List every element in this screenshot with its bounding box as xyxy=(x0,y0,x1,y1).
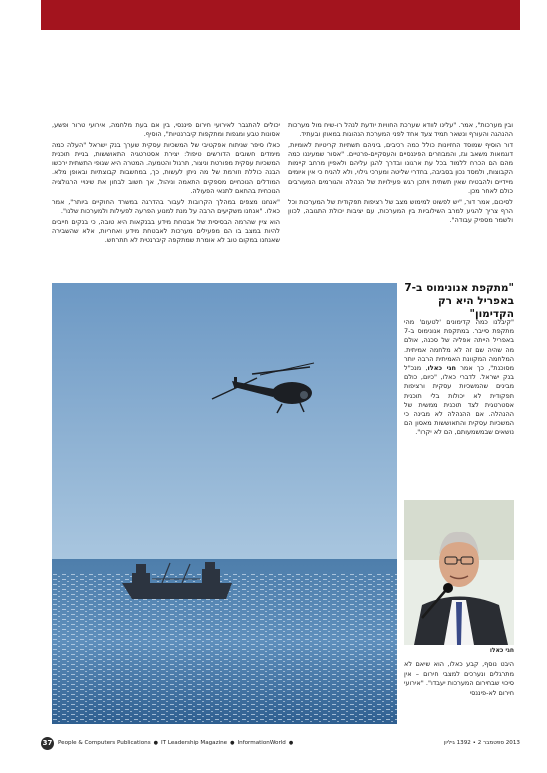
paragraph: "אנחנו מצפים במהלך הקרובות לעבור בהדרגה במשרד החוקיים ביותר", אמר כאלו. "אנחנו משקיעים הרבה על מנת למנוע הפרעה לפעילות ולמערכות שלנו". xyxy=(52,197,280,215)
paragraph: ובין מערכות", אמר. "עלינו לוודא שערכת החוויות יודעת לנהל רו-שיח מול מערכות ההנהגה והעורף ונשאר תמיד צעד אחד לפני המערכת הנהוגות במאוזן ובעתיד. xyxy=(288,121,513,139)
publisher-name: People & Computers Publications xyxy=(58,740,151,746)
bullet-separator-icon: ● xyxy=(288,740,294,746)
paragraph: לסיכום, אמר דור, "יש לפשוט למימוש מצב של רציפות תפקודית של המערכות וכל הרף צריך להגיע למרב השילוביות בין המערכות, עם יציבות יכולת התגובה, לכוון ולשמר מספיק עבודה". xyxy=(288,197,513,224)
magazine-name: InformationWorld xyxy=(237,740,286,746)
speaker-name: חגי כאלו xyxy=(427,364,456,373)
top-color-band xyxy=(41,0,520,30)
paragraph: דור הוסיף שמוסד החזיונות כולל כמה רכיבים, ביניהם תשתיות קריטיות לאומיות, דוגמאות משאב וגז, והמבוזרים הפיננסיים והעסקיים-פרטיים. "אסור שמעיננו כמה מהם הם הכרח ללמוד בכל עת ארגונו ובדרך להגן עליהם ולאפיין מרחב קיימות הקבוצות, ולמסד נכון בסביבה, בחדרי שליטה ומערכי גילוי, ולא להניח כי אין איומים מיידיים ולהבטיח שאין תשתית ויתכן רגש פעילויות של הנהלה והגורמים המעורבים כולם לאחר מכן. xyxy=(288,141,513,195)
article-column-left xyxy=(52,121,280,247)
footer-issue-date: 2013 ספטמבר 2 • 1392 גיליון xyxy=(443,740,520,746)
paragraph: יכולים להתגבר לאירועי חירום פיננסי, בין אם בעת מלחמה, אירועי טרור ופשע, אסונות טבע ומגפות ומתקפות קיברנטיות", הוסיף. xyxy=(52,121,280,139)
page-number: 37 xyxy=(41,737,54,750)
page-footer xyxy=(41,737,520,751)
helicopter-ship-photo xyxy=(52,283,397,724)
photo-caption: חגי כאלו xyxy=(489,647,514,654)
magazine-name: IT Leadership Magazine xyxy=(161,740,228,746)
paragraph: הוא ציין שהרמה הבסיסית של אבטחת מידע בבנקאות היא טובה, כי בנקים חייבים להיות במצב בו הם מפעילים מערכות לאבטחת מידע ואחריות, אלא שהשבירה שאנחנו במקום טוב לא אומרת שמתקפה קיברנטית לא תתרחש. xyxy=(52,217,280,245)
sidebar-text: , מנכ"ל בנק ישראל. לדברי כאלו, "כיום, כולם מבינים שהמשכיות עסקית ורציפות תפקודית לא יכולות בלי תוכנית אסטרטגית לצד תוכנית ממשית של ההנהלה. אם ההנהלה לא מבינה כי המשכיות עסקית והתאוששות מאסון הם נושאים שבמשמעותם, הם לא יקרו". xyxy=(404,364,514,437)
article-column-right xyxy=(288,121,513,227)
paragraph: כאלו סיפר שניתוח אפקטיבי של המשכיות עסקית שערך בנק ישראל "העלה כמה מימדים חשובים הדורשים טיפול: יצירת אסטרטגיה התאוששות, בניית תוכנית המשכיות עסקית מפורטת וניצור, תרגול והטמעה. המטרה היא שגופי התשתית ירכשו הבנה כוללת וזורמת של מה ניתן לעשות, כך, במחשבות קבוצתיות ובאופן מלא. המודלים הנוכחיים מספקים התאמה וניהול, אך חשוב לבחון את שינויי הרגולציה הנוכחית בהתאם לתנאי הפעולה. xyxy=(52,141,280,195)
bullet-separator-icon: ● xyxy=(230,740,235,746)
footer-publications xyxy=(58,740,296,746)
sidebar-headline: "מתקפת אנונימוס ב-7 באפריל היא רק הקדימון" xyxy=(404,282,514,320)
sidebar-text: "קיבלנו כמה קדימונים 'לטעום' מהי מתקפת סייבר. במתקפת אנונימוס ב-7 באפריל הייתה אפליה של סכנה, אולם מה שהיה שם זה לא מלחמה אמיתית. המלחמה המקוונת האמיתית הרבה יותר מסוכנת", כך אמר xyxy=(404,318,515,373)
bottom-paragraph: היבט נוסף, קבע כאלו, הוא שיאם לא מתרגלים ונערכים למצבי חירום – אין סיכוי שבחירום המערכות יעבדו". "אירועי חירום לא-פיננסי xyxy=(404,660,514,697)
sidebar-body xyxy=(404,318,514,438)
bullet-separator-icon: ● xyxy=(153,740,158,746)
speaker-portrait-photo xyxy=(404,500,514,645)
